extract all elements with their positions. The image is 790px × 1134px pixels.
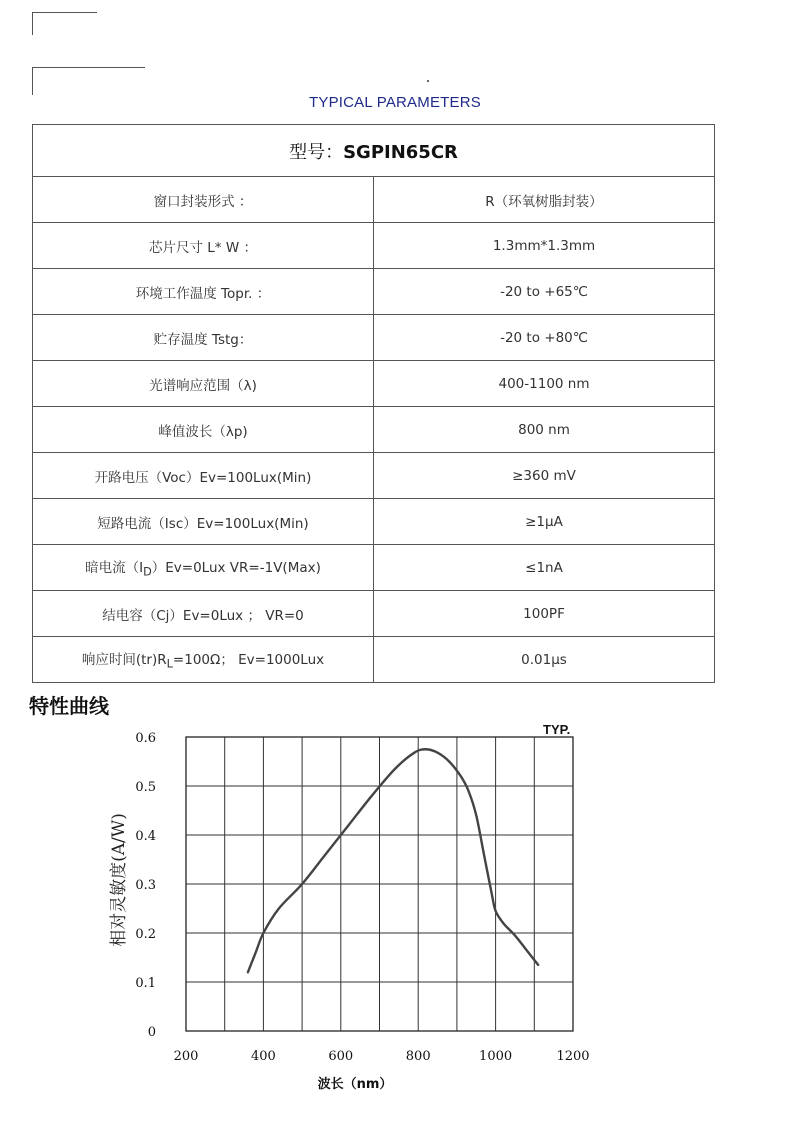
x-tick-label: 600 xyxy=(328,1049,354,1064)
series-line xyxy=(248,749,538,972)
model-label: 型号： xyxy=(289,141,344,163)
param-cell: 开路电压（Voc）Ev=100Lux(Min) xyxy=(33,453,374,499)
y-tick-label: 0.3 xyxy=(135,878,156,893)
chart-annotation: TYP. xyxy=(543,722,571,737)
y-axis-label: 相对灵敏度(A/W) xyxy=(109,813,129,947)
param-cell: 结电容（Cj）Ev=0Lux ； VR=0 xyxy=(33,591,374,637)
value-cell: -20 to +65℃ xyxy=(374,269,715,315)
value-cell: ≥1μA xyxy=(374,499,715,545)
param-text: ）Ev=0Lux VR=-1V(Max) xyxy=(151,560,321,577)
value-cell: ≥360 mV xyxy=(374,453,715,499)
x-tick-label: 800 xyxy=(405,1049,431,1064)
x-tick-label: 1000 xyxy=(479,1049,513,1064)
y-tick-label: 0 xyxy=(147,1025,156,1040)
param-cell: 短路电流（Isc）Ev=100Lux(Min) xyxy=(33,499,374,545)
chart-series xyxy=(248,749,538,972)
x-tick-label: 400 xyxy=(250,1049,276,1064)
value-cell: 0.01μs xyxy=(374,637,715,683)
value-cell: 800 nm xyxy=(374,407,715,453)
y-tick-label: 0.1 xyxy=(135,976,156,991)
param-text: =100Ω； Ev=1000Lux xyxy=(172,652,325,669)
value-cell: -20 to +80℃ xyxy=(374,315,715,361)
value-cell: ≤1nA xyxy=(374,545,715,591)
chart-ticks xyxy=(135,731,589,1064)
chart-grid xyxy=(186,737,573,1031)
param-cell: 贮存温度 Tstg： xyxy=(33,315,374,361)
x-tick-label: 1200 xyxy=(556,1049,590,1064)
param-subscript: D xyxy=(143,565,152,579)
param-text: 响应时间(tr)R xyxy=(81,652,167,669)
value-cell: R（环氧树脂封装） xyxy=(374,177,715,223)
value-cell: 1.3mm*1.3mm xyxy=(374,223,715,269)
y-tick-label: 0.4 xyxy=(135,829,156,844)
model-value: SGPIN65CR xyxy=(343,141,458,163)
y-tick-label: 0.6 xyxy=(135,731,156,746)
param-cell: 峰值波长（λp) xyxy=(33,407,374,453)
param-subscript: L xyxy=(166,657,173,671)
y-tick-label: 0.5 xyxy=(135,780,156,795)
page-heading: TYPICAL PARAMETERS xyxy=(309,94,481,111)
section-title: 特性曲线 xyxy=(29,694,109,718)
value-cell: 400-1100 nm xyxy=(374,361,715,407)
param-cell: 环境工作温度 Topr. ： xyxy=(33,269,374,315)
param-text: 暗电流（I xyxy=(85,560,144,577)
x-tick-label: 200 xyxy=(173,1049,199,1064)
param-cell: 芯片尺寸 L* W ： xyxy=(33,223,374,269)
value-cell: 100PF xyxy=(374,591,715,637)
param-cell: 光谱响应范围（λ) xyxy=(33,361,374,407)
param-cell: 窗口封装形式 ： xyxy=(33,177,374,223)
y-tick-label: 0.2 xyxy=(135,927,156,942)
x-axis-label: 波长（nm） xyxy=(317,1077,393,1092)
